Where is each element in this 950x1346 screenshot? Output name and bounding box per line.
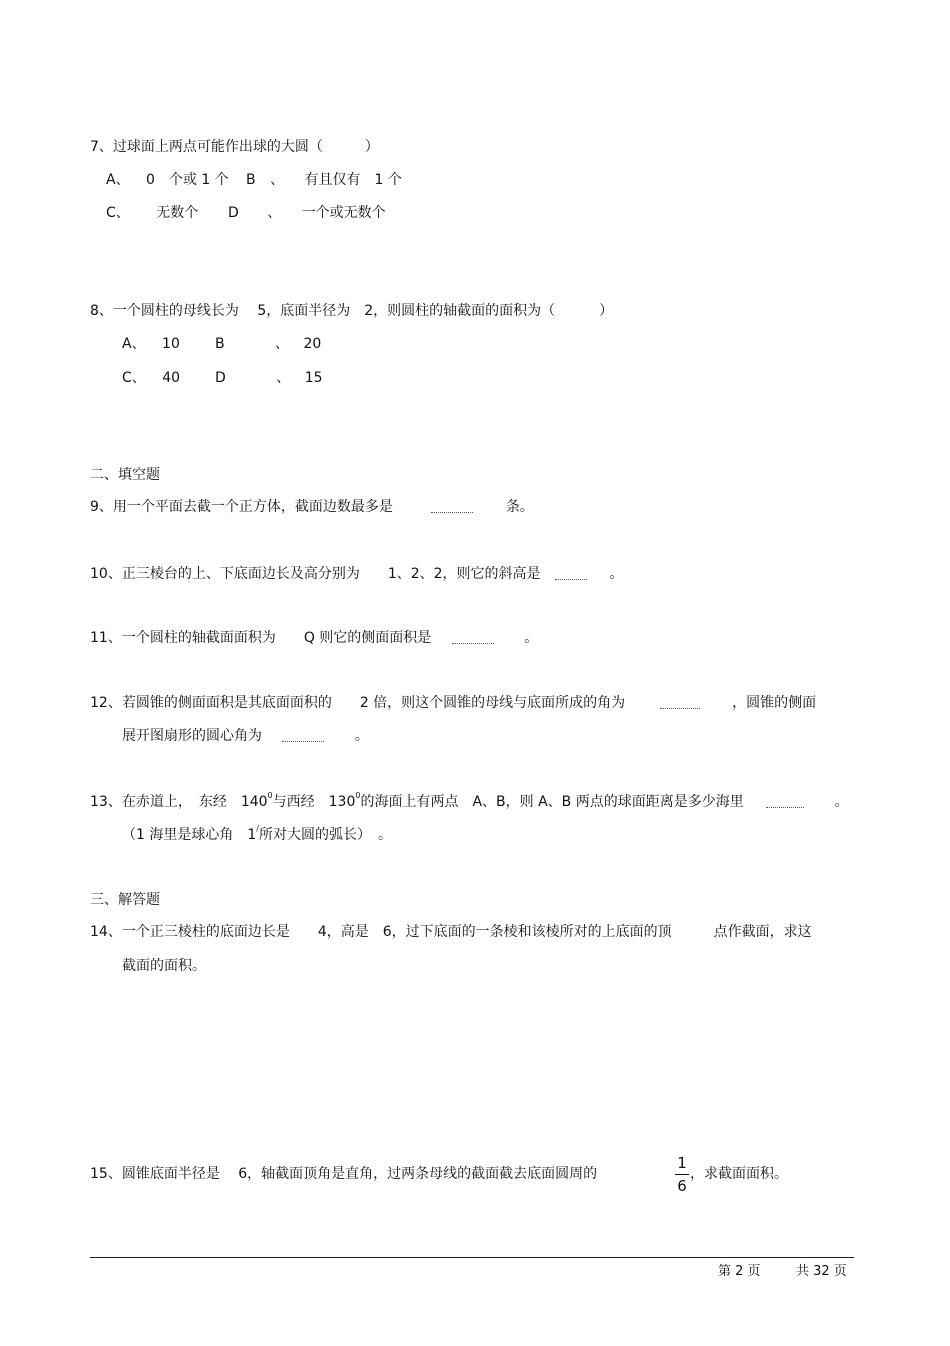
footer-page-number: 第 2 页: [718, 1264, 761, 1279]
q8-option-a: [122, 335, 180, 353]
q13-note-part-1: （1 海里是球心角 1: [122, 827, 257, 843]
q12-line-1: [90, 694, 816, 712]
q7-option-d-label: D: [228, 205, 239, 221]
q9-tail: 条。: [505, 499, 534, 515]
q7-option-b-label: B: [246, 172, 256, 188]
q13-line-1: [90, 793, 849, 811]
q8-option-d-label: D: [215, 370, 226, 386]
q8-option-a-label: A、: [122, 336, 146, 352]
q11-line: [90, 629, 538, 647]
q15-fraction: [675, 1153, 689, 1196]
q15-text: 15、圆锥底面半径是 6，轴截面顶角是直角，过两条母线的截面截去底面圆周的: [90, 1166, 598, 1182]
q9-answer-blank[interactable]: [431, 502, 473, 513]
footer-total-pages: 共 32 页: [796, 1264, 847, 1279]
q14-line-2: 截面的面积。: [122, 958, 206, 974]
q13-text-part-1: 13、在赤道上， 东经 140: [90, 794, 268, 810]
q7-option-a-text: 0 个或 1 个: [146, 172, 229, 188]
q8-option-d-sep: 、: [276, 370, 291, 386]
q8-stem-line: [90, 302, 613, 320]
q12-answer-blank-2[interactable]: [282, 731, 324, 742]
q7-stem: 7、过球面上两点可能作出球的大圆（: [90, 139, 323, 155]
q7-option-c-label: C、: [106, 205, 130, 221]
q15-fraction-denominator: 6: [677, 1177, 687, 1195]
q13-note-part-2: 所对大圆的弧长） 。: [258, 827, 392, 843]
q14-line-1: 14、一个正三棱柱的底面边长是 4，高是 6，过下底面的一条棱和该棱所对的上底面的顶 点作截面，求这: [90, 924, 812, 940]
footer-divider: [90, 1257, 854, 1258]
q8-paren-close: ）: [599, 303, 614, 319]
q13-tail: 。: [834, 794, 849, 810]
q7-option-b-sep: 、: [270, 172, 285, 188]
q7-option-d-text: 一个或无数个: [301, 205, 386, 221]
section-heading-answer: 三、解答题: [90, 892, 160, 908]
q13-line-2: [122, 826, 392, 844]
q8-option-b-text: 20: [303, 336, 322, 352]
q13-text-part-3: 的海面上有两点 A、B，则 A、B 两点的球面距离是多少海里: [360, 794, 744, 810]
q12-tail-1: ，圆锥的侧面: [732, 695, 817, 711]
q12-text-1: 12、若圆锥的侧面面积是其底面面积的 2 倍，则这个圆锥的母线与底面所成的角为: [90, 695, 626, 711]
q13-degree-2: 0: [355, 791, 361, 800]
q15-line: [90, 1165, 597, 1183]
q12-line-2: [122, 727, 369, 745]
q8-option-c-label: C、: [122, 370, 146, 386]
q13-text-part-2: 与西经 130: [272, 794, 356, 810]
q8-option-a-text: 10: [162, 336, 180, 352]
q7-option-b: [246, 171, 402, 189]
q8-option-d-text: 15: [304, 370, 323, 386]
section-heading-fill-in: 二、填空题: [90, 467, 160, 483]
q12-text-2: 展开图扇形的圆心角为: [122, 728, 262, 744]
q8-option-c-text: 40: [162, 370, 181, 386]
q8-option-b-label: B: [215, 336, 225, 352]
q7-option-d-sep: 、: [267, 205, 282, 221]
q10-line: [90, 565, 623, 583]
q8-option-d: [215, 369, 323, 387]
q11-answer-blank[interactable]: [452, 633, 494, 644]
q11-tail: 。: [524, 630, 539, 646]
q13-answer-blank[interactable]: [766, 797, 804, 808]
q15-tail: ，求截面面积。: [690, 1166, 788, 1182]
q7-paren-close: ）: [364, 139, 379, 155]
q7-option-c: [106, 204, 198, 222]
q8-stem: 8、一个圆柱的母线长为 5，底面半径为 2，则圆柱的轴截面的面积为（: [90, 303, 556, 319]
q12-answer-blank-1[interactable]: [660, 698, 700, 709]
q15-fraction-bar: [675, 1174, 689, 1175]
q7-option-a: [106, 171, 229, 189]
q9-line: [90, 498, 534, 516]
q8-option-b-sep: 、: [275, 336, 290, 352]
q9-text: 9、用一个平面去截一个正方体，截面边数最多是: [90, 499, 393, 515]
q13-degree-1: 0: [267, 791, 273, 800]
q12-tail-2: 。: [354, 728, 369, 744]
q7-stem-line: [90, 138, 379, 156]
q7-option-a-label: A、: [106, 172, 130, 188]
q7-option-c-text: 无数个: [156, 205, 199, 221]
q11-text: 11、一个圆柱的轴截面面积为 Q 则它的侧面面积是: [90, 630, 432, 646]
q8-option-c: [122, 369, 180, 387]
q13-minute-mark: /: [256, 824, 259, 833]
q10-answer-blank[interactable]: [555, 569, 587, 580]
q7-option-b-text: 有且仅有 1 个: [304, 172, 402, 188]
q10-text: 10、正三棱台的上、下底面边长及高分别为 1、2、2，则它的斜高是: [90, 566, 541, 582]
q8-option-b: [215, 335, 321, 353]
q15-fraction-numerator: 1: [677, 1154, 687, 1172]
q7-option-d: [228, 204, 386, 222]
q10-tail: 。: [609, 566, 624, 582]
